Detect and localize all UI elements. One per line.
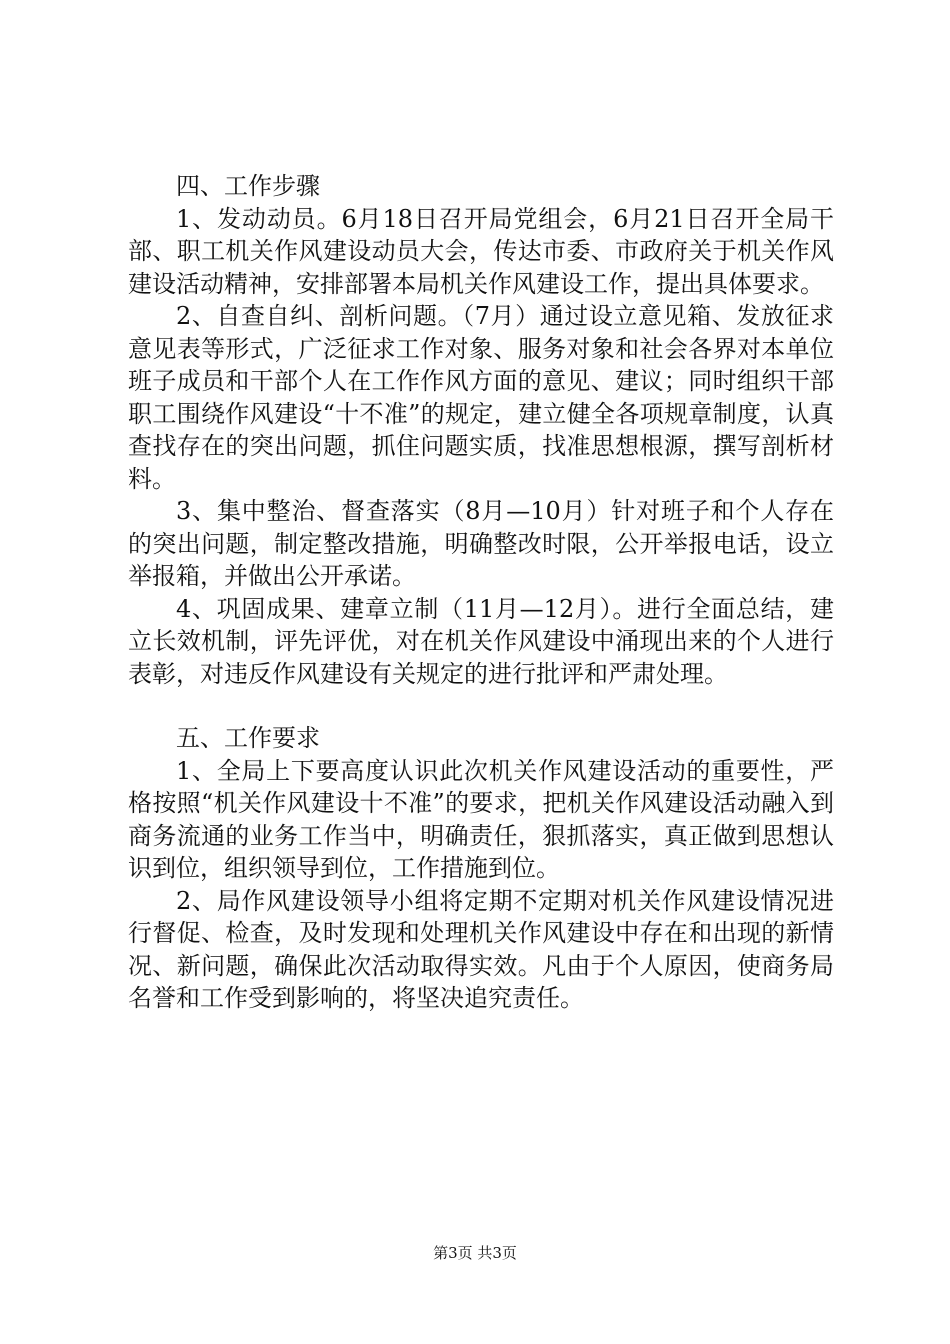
paragraph-step-4: 4、巩固成果、建章立制（11月—12月）。进行全面总结，建立长效机制，评先评优，对在机关作风建设中涌现出来的个人进行表彰，对违反作风建设有关规定的进行批评和严肃处理。: [128, 594, 834, 688]
document-body: [128, 170, 834, 1015]
section-heading-work-steps: 四、工作步骤: [176, 172, 320, 200]
paragraph-requirement-2: 2、局作风建设领导小组将定期不定期对机关作风建设情况进行督促、检查，及时发现和处理机关作风建设中存在和出现的新情况、新问题，确保此次活动取得实效。凡由于个人原因，使商务局名誉和工作受到影响的，将坚决追究责任。: [128, 886, 834, 1012]
page-footer: 第3页 共3页: [433, 1244, 517, 1262]
paragraph-step-2: 2、自查自纠、剖析问题。（7月）通过设立意见箱、发放征求意见表等形式，广泛征求工作对象、服务对象和社会各界对本单位班子成员和干部个人在工作作风方面的意见、建议；同时组织干部职工围绕作风建设“十不准”的规定，建立健全各项规章制度，认真查找存在的突出问题，抓住问题实质，找准思想根源，撰写剖析材料。: [128, 302, 834, 493]
paragraph-step-1: 1、发动动员。6月18日召开局党组会，6月21日召开全局干部、职工机关作风建设动员大会，传达市委、市政府关于机关作风建设活动精神，安排部署本局机关作风建设工作，提出具体要求。: [128, 204, 834, 298]
section-spacer: [128, 690, 834, 722]
paragraph-step-3: 3、集中整治、督查落实（8月—10月）针对班子和个人存在的突出问题，制定整改措施，明确整改时限，公开举报电话，设立举报箱，并做出公开承诺。: [128, 497, 834, 590]
paragraph-requirement-1: 1、全局上下要高度认识此次机关作风建设活动的重要性，严格按照“机关作风建设十不准”的要求，把机关作风建设活动融入到商务流通的业务工作当中，明确责任，狠抓落实，真正做到思想认识到位，组织领导到位，工作措施到位。: [128, 756, 834, 882]
section-heading-work-requirements: 五、工作要求: [176, 724, 320, 752]
